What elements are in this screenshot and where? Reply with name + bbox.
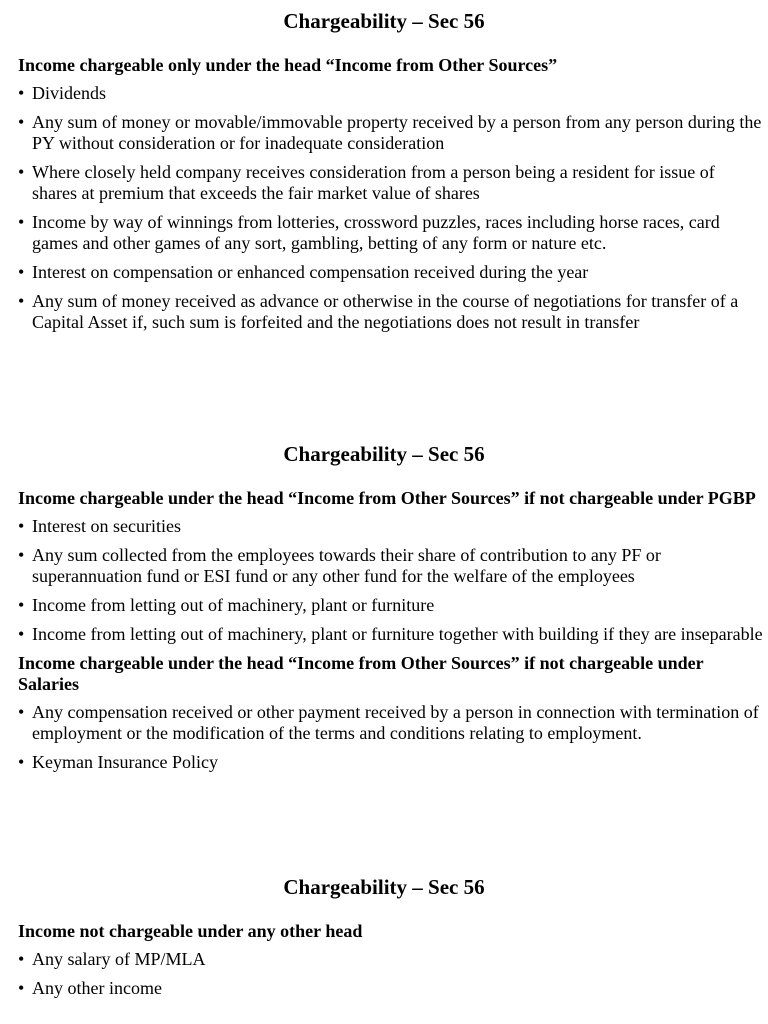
list-item: [18, 112, 763, 154]
section-heading: Income chargeable under the head “Income from Other Sources” if not chargeable under PGBP: [18, 488, 756, 508]
bullet-icon: •: [18, 595, 25, 615]
list-item-text: Any sum of money or movable/immovable property received by a person from any person during the PY without consideration or for inadequate consideration: [32, 112, 762, 153]
list-item: [18, 516, 763, 537]
list-item: [18, 162, 763, 204]
list-item-text: Interest on compensation or enhanced compensation received during the year: [32, 262, 589, 282]
bullet-icon: •: [18, 949, 25, 969]
list-item: [18, 624, 763, 645]
list-item-text: Any sum of money received as advance or otherwise in the course of negotiations for transfer of a Capital Asset if, such sum is forfeited and the negotiations does not result in transfer: [32, 291, 739, 332]
list-item: [18, 83, 763, 104]
list-item-text: Income from letting out of machinery, plant or furniture together with building if they are inseparable: [32, 624, 763, 644]
list-item-text: Interest on securities: [32, 516, 181, 536]
list-item-text: Keyman Insurance Policy: [32, 752, 218, 772]
list-item-text: Income by way of winnings from lotteries, crossword puzzles, races including horse races, card games and other games of any sort, gambling, betting of any form or nature etc.: [32, 212, 720, 253]
list-item: [18, 212, 763, 254]
list-item-text: Any sum collected from the employees towards their share of contribution to any PF or superannuation fund or ESI fund or any other fund for the welfare of the employees: [32, 545, 661, 586]
bullet-icon: •: [18, 262, 25, 282]
bullet-list: [18, 516, 763, 645]
bullet-icon: •: [18, 83, 25, 103]
bullet-list: [18, 83, 763, 333]
slide-title: Chargeability – Sec 56: [283, 442, 485, 466]
section-heading: Income chargeable under the head “Income from Other Sources” if not chargeable under Salaries: [18, 653, 704, 694]
list-item: [18, 595, 763, 616]
list-item: [18, 545, 763, 587]
bullet-icon: •: [18, 752, 25, 772]
section-heading: Income chargeable only under the head “Income from Other Sources”: [18, 55, 558, 75]
slide-content: [18, 488, 763, 781]
list-item: [18, 291, 763, 333]
bullet-list: [18, 702, 763, 773]
list-item-text: Dividends: [32, 83, 106, 103]
bullet-icon: •: [18, 545, 25, 565]
bullet-icon: •: [18, 291, 25, 311]
bullet-icon: •: [18, 112, 25, 132]
list-item-text: Any compensation received or other payment received by a person in connection with termination of employment or the modification of the terms and conditions relating to employment.: [32, 702, 759, 743]
list-item-text: Any salary of MP/MLA: [32, 949, 206, 969]
slide-title: Chargeability – Sec 56: [283, 9, 485, 33]
list-item: [18, 752, 763, 773]
list-item-text: Where closely held company receives consideration from a person being a resident for issue of shares at premium that exceeds the fair market value of shares: [32, 162, 715, 203]
list-item: [18, 949, 763, 970]
slide-title: Chargeability – Sec 56: [283, 875, 485, 899]
bullet-icon: •: [18, 516, 25, 536]
bullet-list: [18, 949, 763, 999]
bullet-icon: •: [18, 624, 25, 644]
slide-content: [18, 921, 763, 1007]
list-item: [18, 702, 763, 744]
bullet-icon: •: [18, 162, 25, 182]
list-item-text: Income from letting out of machinery, plant or furniture: [32, 595, 435, 615]
list-item: [18, 978, 763, 999]
section-heading: Income not chargeable under any other head: [18, 921, 363, 941]
slide-content: [18, 55, 763, 341]
bullet-icon: •: [18, 978, 25, 998]
list-item-text: Any other income: [32, 978, 162, 998]
bullet-icon: •: [18, 212, 25, 232]
list-item: [18, 262, 763, 283]
bullet-icon: •: [18, 702, 25, 722]
